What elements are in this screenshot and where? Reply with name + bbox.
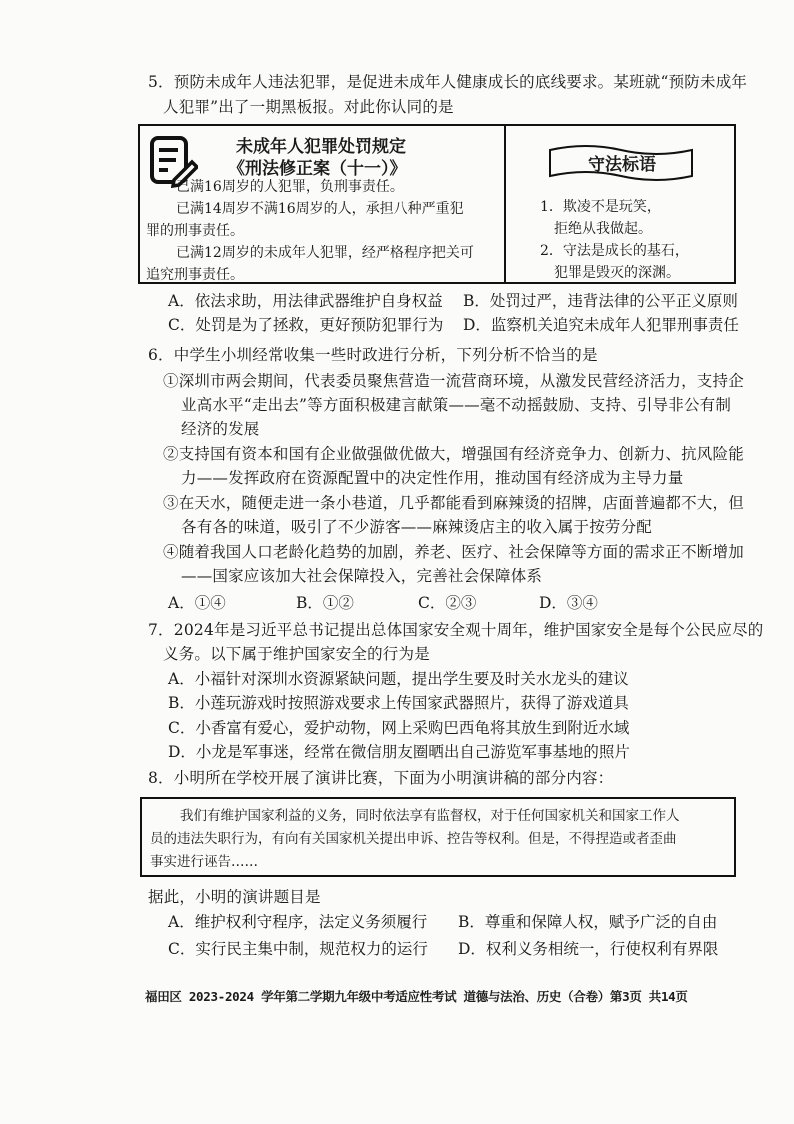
speech-line-2: 员的违法失职行为，有向有关国家机关提出申诉、控告等权利。但是，不得捏造或者歪曲 [150,831,677,847]
q7-stem-line1: 7．2024年是习近平总书记提出总体国家安全观十周年，维护国家安全是每个公民应尽的 [148,621,764,639]
q8-option-d[interactable]: D．权利义务相统一，行使权利有界限 [458,940,719,958]
q6-option-d[interactable]: D．③④ [539,594,598,612]
slogan-1: 1．欺凌不是玩笑， [540,199,661,215]
q6-item1-line1: ①深圳市两会期间，代表委员聚焦营造一流营商环境，从激发民营经济活力，支持企 [163,372,744,390]
q7-option-b[interactable]: B．小莲玩游戏时按照游戏要求上传国家武器照片，获得了游戏道具 [168,694,629,712]
q8-option-b[interactable]: B．尊重和保障人权，赋予广泛的自由 [458,913,718,931]
q5-stem-line1: 5．预防未成年人违法犯罪，是促进未成年人健康成长的底线要求。某班就“预防未成年 [148,73,748,91]
q8-option-a[interactable]: A．维护权利守程序，法定义务须履行 [168,913,428,931]
q5-stem-line2: 人犯罪”出了一期黑板报。对此你认同的是 [163,98,454,116]
q6-item3-line2: 各有各的味道，吸引了不少游客——麻辣烫店主的收入属于按劳分配 [181,518,653,536]
q6-option-a[interactable]: A．①④ [168,594,226,612]
law-line-3: 罪的刑事责任。 [146,223,244,239]
q6-item1-line2: 业高水平“走出去”等方面积极建言献策——毫不动摇鼓励、支持、引导非公有制 [181,396,732,414]
q7-option-a[interactable]: A．小福针对深圳水资源紧缺问题，提出学生要及时关水龙头的建议 [168,670,629,688]
q5-option-c[interactable]: C．处罚是为了拯救，更好预防犯罪行为 [168,316,444,334]
q6-item2-line1: ②支持国有资本和国有企业做强做优做大，增强国有经济竞争力、创新力、抗风险能 [163,445,744,463]
speech-line-3: 事实进行诬告…… [150,854,258,870]
q7-stem-line2: 义务。以下属于维护国家安全的行为是 [163,645,430,663]
slogan-title: 守法标语 [588,155,656,175]
q6-option-c[interactable]: C．②③ [418,594,477,612]
q7-option-c[interactable]: C．小香富有爱心，爱护动物，网上采购巴西龟将其放生到附近水域 [168,719,630,737]
q5-option-a[interactable]: A．依法求助，用法律武器维护自身权益 [168,292,443,310]
q5-option-d[interactable]: D．监察机关追究未成年人犯罪刑事责任 [463,316,739,334]
q6-item2-line2: 力——发挥政府在资源配置中的决定性作用，推动国有经济成为主导力量 [181,469,684,487]
q8-stem: 8．小明所在学校开展了演讲比赛，下面为小明演讲稿的部分内容： [148,769,614,787]
q8-option-c[interactable]: C．实行民主集中制，规范权力的运行 [168,940,428,958]
law-line-4: 已满12周岁的未成年人犯罪，经严格程序把关可 [176,245,474,261]
q6-item1-line3: 经济的发展 [181,420,260,438]
slogan-2: 2．守法是成长的基石， [540,243,689,259]
law-line-5: 追究刑事责任。 [146,267,244,283]
q7-option-d[interactable]: D．小龙是军事迷，经常在微信朋友圈晒出自己游览军事基地的照片 [168,743,630,761]
law-line-1: 已满16周岁的人犯罪，负刑事责任。 [176,179,404,195]
q8-question: 据此，小明的演讲题目是 [148,888,321,906]
q5-option-b[interactable]: B．处罚过严，违背法律的公平正义原则 [463,292,738,310]
law-title: 未成年人犯罪处罚规定 [236,137,406,157]
page-footer: 福田区 2023-2024 学年第二学期九年级中考适应性考试 道德与法治、历史（合卷）第3页 共14页 [145,989,688,1004]
q6-item4-line2: ——国家应该加大社会保障投入，完善社会保障体系 [181,567,543,585]
speech-excerpt-box [140,797,736,877]
q6-item4-line1: ④随着我国人口老龄化趋势的加剧，养老、医疗、社会保障等方面的需求正不断增加 [163,543,744,561]
slogan-2b: 犯罪是毁灭的深渊。 [554,265,680,281]
q6-option-b[interactable]: B．①② [296,594,354,612]
blackboard-table [138,124,736,284]
q6-item3-line1: ③在天水，随便走进一条小巷道，几乎都能看到麻辣烫的招牌，店面普遍都不大，但 [163,494,744,512]
speech-line-1: 我们有维护国家利益的义务，同时依法享有监督权，对于任何国家机关和国家工作人 [180,808,680,824]
slogan-panel [506,126,734,282]
law-line-2: 已满14周岁不满16周岁的人，承担八种严重犯 [176,201,464,217]
q6-stem: 6．中学生小圳经常收集一些时政进行分析，下列分析不恰当的是 [148,346,598,364]
slogan-1b: 拒绝从我做起。 [554,221,652,237]
law-subtitle: 《刑法修正案（十一）》 [228,159,407,179]
